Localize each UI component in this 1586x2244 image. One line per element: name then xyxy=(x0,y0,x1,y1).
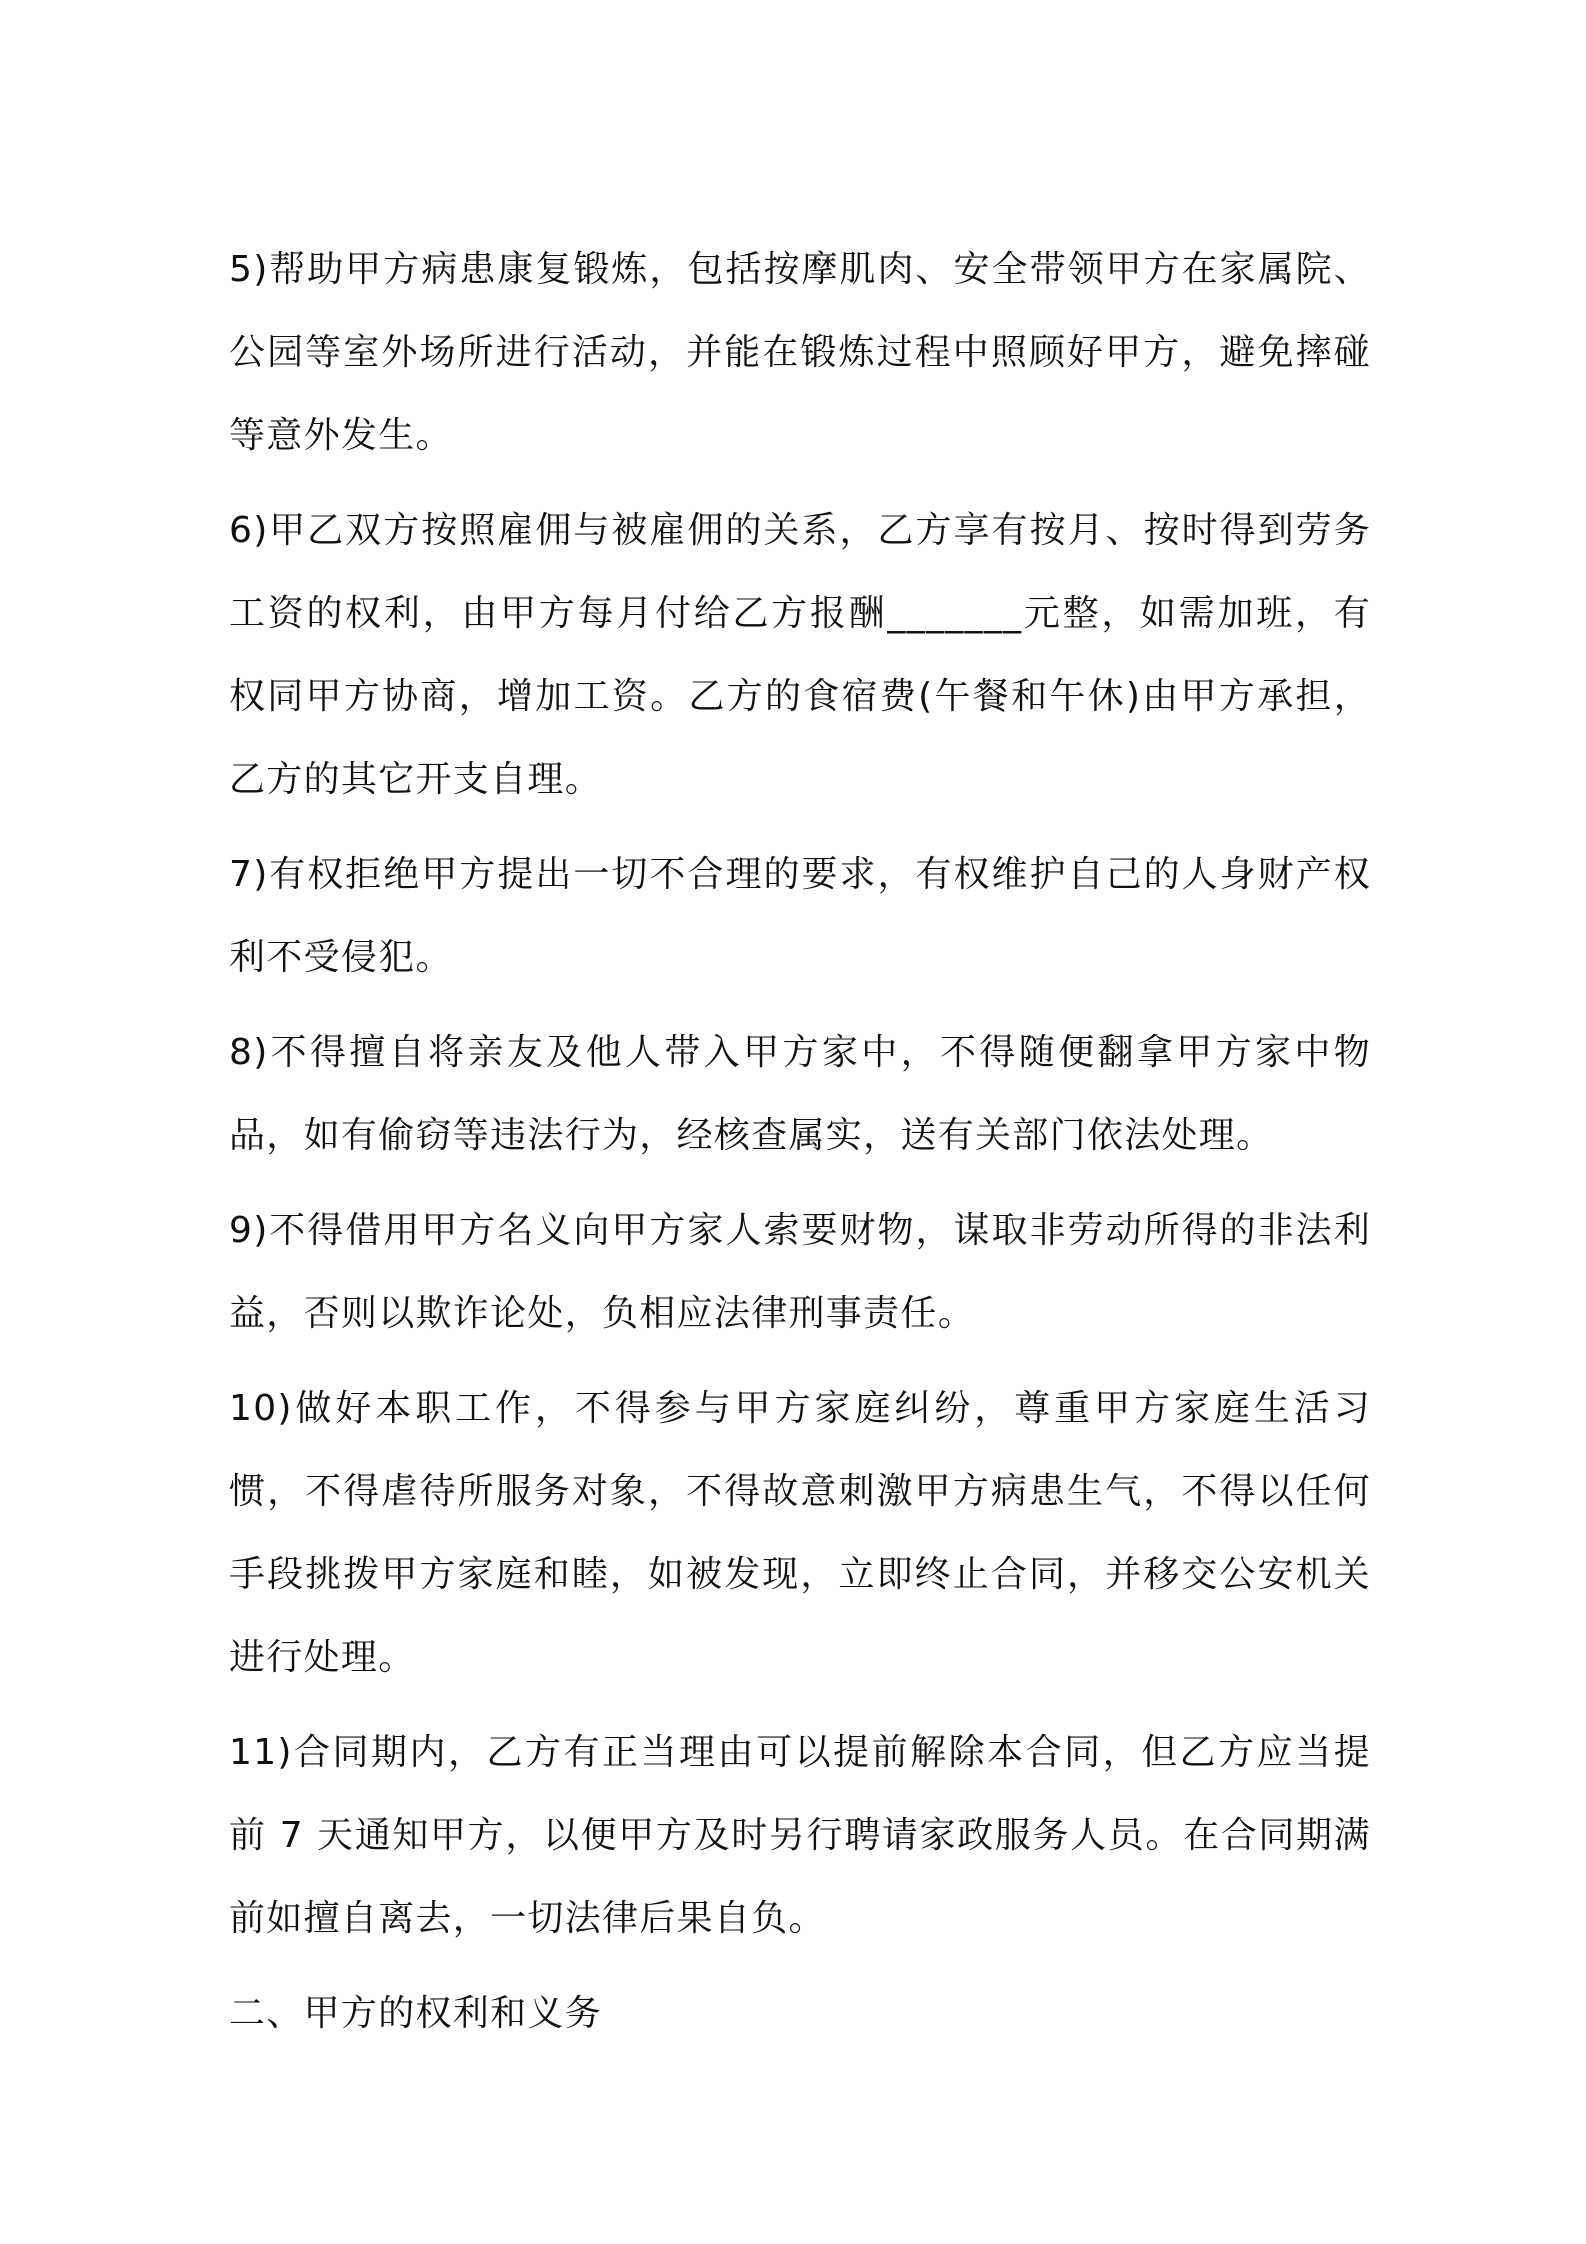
clause-6: 6)甲乙双方按照雇佣与被雇佣的关系，乙方享有按月、按时得到劳务工资的权利，由甲方每月付给乙方报酬_______元整，如需加班，有权同甲方协商，增加工资。乙方的食宿费(午餐和午休)由甲方承担，乙方的其它开支自理。 xyxy=(229,510,1371,800)
clause-7: 7)有权拒绝甲方提出一切不合理的要求，有权维护自己的人身财产权利不受侵犯。 xyxy=(229,854,1371,978)
clause-5: 5)帮助甲方病患康复锻炼，包括按摩肌肉、安全带领甲方在家属院、公园等室外场所进行活动，并能在锻炼过程中照顾好甲方，避免摔碰等意外发生。 xyxy=(229,249,1371,456)
clause-10: 10)做好本职工作，不得参与甲方家庭纠纷，尊重甲方家庭生活习惯，不得虐待所服务对象，不得故意刺激甲方病患生气，不得以任何手段挑拨甲方家庭和睦，如被发现，立即终止合同，并移交公安机关进行处理。 xyxy=(229,1388,1371,1678)
clause-9: 9)不得借用甲方名义向甲方家人索要财物，谋取非劳动所得的非法利益，否则以欺诈论处，负相应法律刑事责任。 xyxy=(229,1210,1371,1334)
clause-8: 8)不得擅自将亲友及他人带入甲方家中，不得随便翻拿甲方家中物品，如有偷窃等违法行为，经核查属实，送有关部门依法处理。 xyxy=(229,1032,1371,1156)
clause-11: 11)合同期内，乙方有正当理由可以提前解除本合同，但乙方应当提前 7 天通知甲方，以便甲方及时另行聘请家政服务人员。在合同期满前如擅自离去，一切法律后果自负。 xyxy=(229,1732,1371,1939)
section-heading: 二、甲方的权利和义务 xyxy=(229,1993,603,2034)
document-body xyxy=(229,228,1371,2055)
